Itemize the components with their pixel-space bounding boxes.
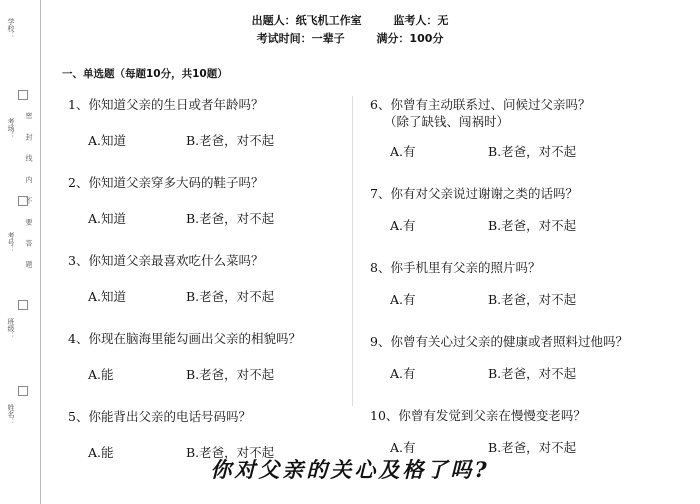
question-item [62,330,352,382]
name-label: 姓名： [7,404,15,425]
question-item [62,252,352,304]
option-b[interactable]: B.老爸，对不起 [488,218,577,233]
exam-header [0,12,700,48]
question-item [364,259,664,307]
section-title: 一、单选题（每题10分，共10题） [62,68,228,80]
question-text: 9、你曾有关心过父亲的健康或者照料过他吗？ [370,334,628,349]
seal-mark [18,386,28,396]
option-a[interactable]: A.有 [390,366,416,381]
exam-number-label: 考号： [7,232,15,253]
question-main-text: 6、你曾有主动联系过、问候过父亲吗？ [370,97,591,112]
option-b[interactable]: B.老爸，对不起 [488,366,577,381]
option-b[interactable]: B.老爸，对不起 [186,289,275,304]
question-subtext: （除了缺钱、闯祸时） [384,114,510,129]
option-a[interactable]: A.能 [88,445,114,460]
question-text [370,96,664,130]
option-a[interactable]: A.有 [390,144,416,159]
seal-mark [18,90,28,100]
question-column-right [364,96,664,481]
question-item [364,185,664,233]
option-a[interactable]: A.有 [390,292,416,307]
question-item [364,407,664,455]
option-b[interactable]: B.老爸，对不起 [186,367,275,382]
option-b[interactable]: B.老爸，对不起 [186,211,275,226]
question-text: 3、你知道父亲最喜欢吃什么菜吗？ [68,253,264,268]
question-text: 4、你现在脑海里能勾画出父亲的相貌吗？ [68,331,301,346]
question-text: 7、你有对父亲说过谢谢之类的话吗？ [370,186,578,201]
seal-mark [18,196,28,206]
option-b[interactable]: B.老爸，对不起 [488,440,577,455]
option-a[interactable]: A.有 [390,218,416,233]
school-label: 学校： [7,18,15,39]
option-a[interactable]: A.能 [88,367,114,382]
question-text: 2、你知道父亲穿多大码的鞋子吗？ [68,175,264,190]
time-text: 考试时间：一辈子 [256,32,345,45]
question-text: 8、你手机里有父亲的照片吗？ [370,260,541,275]
binding-margin [0,0,41,504]
option-a[interactable]: A.知道 [88,133,127,148]
footer-slogan: 你对父亲的关心及格了吗? [210,457,490,482]
question-column-left [62,96,352,486]
column-divider [352,96,353,406]
question-text: 10、你曾有发觉到父亲在慢慢变老吗？ [370,408,586,423]
proctor-text: 监考人：无 [393,14,449,27]
option-b[interactable]: B.老爸，对不起 [186,133,275,148]
option-b[interactable]: B.老爸，对不起 [488,144,577,159]
question-text: 5、你能背出父亲的电话号码吗？ [68,409,251,424]
class-label: 班级： [7,318,15,339]
option-a[interactable]: A.知道 [88,289,127,304]
seal-line-text: 密 封 线 内 不 要 答 题 [25,112,33,274]
question-text: 1、你知道父亲的生日或者年龄吗？ [68,97,264,112]
option-b[interactable]: B.老爸，对不起 [488,292,577,307]
question-item [62,174,352,226]
author-text: 出题人：纸飞机工作室 [251,14,362,27]
question-item [62,96,352,148]
seal-mark [18,300,28,310]
question-item [364,333,664,381]
score-text: 满分：100分 [376,32,444,45]
question-item [62,408,352,460]
exam-room-label: 考场： [7,118,15,139]
option-b[interactable]: B.老爸，对不起 [186,445,275,460]
option-a[interactable]: A.有 [390,440,416,455]
option-a[interactable]: A.知道 [88,211,127,226]
question-item [364,96,664,159]
